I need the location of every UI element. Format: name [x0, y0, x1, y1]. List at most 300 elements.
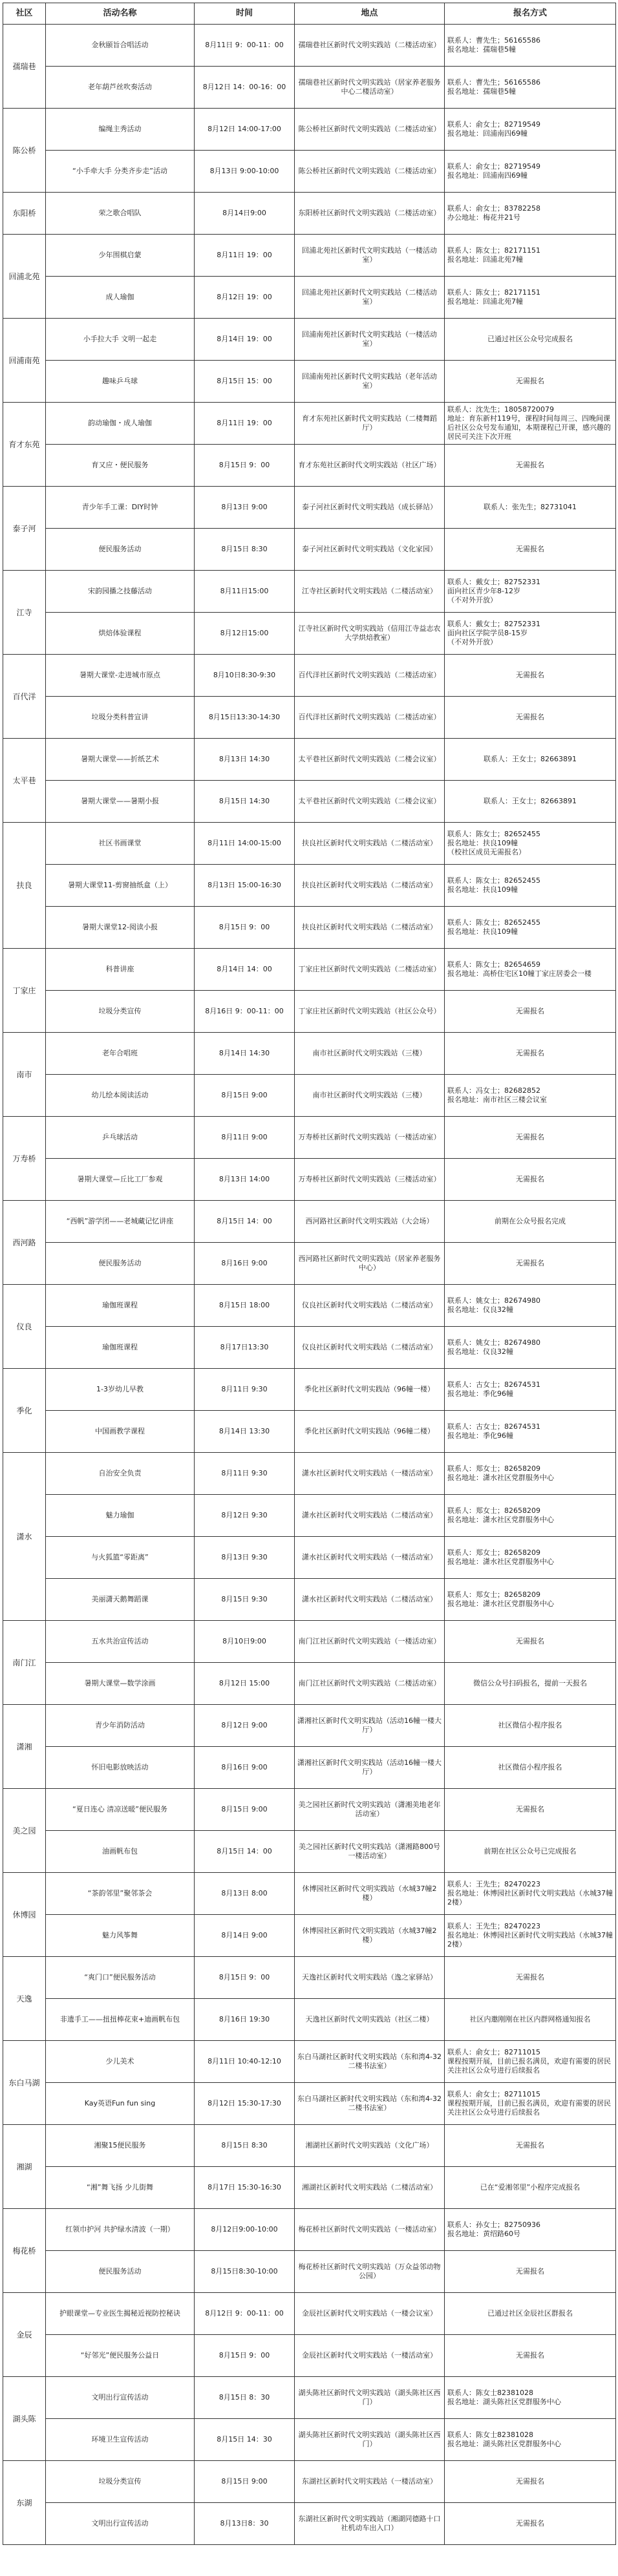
activity-cell: 暑期大课堂11-剪窗抽纸盒（上） [46, 865, 195, 907]
activity-cell: 少儿美术 [46, 2041, 195, 2083]
location-cell: 回浦南苑社区新时代文明实践站（一楼活动室） [295, 319, 445, 361]
time-cell: 8月16日 9:00 [195, 1243, 295, 1285]
location-cell: 休博园社区新时代文明实践站（水城37幢2楼） [295, 1915, 445, 1957]
signup-cell: 前期在公众号报名完成 [445, 1201, 616, 1243]
location-cell: 东湖社区新时代文明实践站（一楼活动室） [295, 2461, 445, 2503]
time-cell: 8月15日 18:00 [195, 1285, 295, 1327]
activity-table [3, 3, 616, 2545]
location-cell: 万寿桥社区新时代文明实践站（三楼活动室） [295, 1159, 445, 1201]
community-cell: 美之园 [3, 1789, 46, 1873]
table-row [3, 487, 616, 529]
table-row [3, 2419, 616, 2461]
time-cell: 8月14日 14:30 [195, 1033, 295, 1075]
time-cell: 8月11日 9：00-11：00 [195, 25, 295, 67]
activity-cell: 五水共治宣传活动 [46, 1621, 195, 1663]
time-cell: 8月16日 9：00-11：00 [195, 991, 295, 1033]
location-cell: 南市社区新时代文明实践站（三楼） [295, 1075, 445, 1117]
time-cell: 8月12日 14:00-17:00 [195, 109, 295, 151]
time-cell: 8月15日 15：00 [195, 361, 295, 403]
activity-cell: 编绳主秀活动 [46, 109, 195, 151]
table-row [3, 1243, 616, 1285]
time-cell: 8月11日 9:30 [195, 1453, 295, 1495]
time-cell: 8月11日 14:00-15:00 [195, 823, 295, 865]
activity-cell: 魅力瑜伽 [46, 1495, 195, 1537]
community-cell: 孺瑞巷 [3, 25, 46, 109]
activity-cell: 自治安全负责 [46, 1453, 195, 1495]
signup-cell: 无需报名 [445, 1159, 616, 1201]
signup-cell: 前期在社区公众号已完成报名 [445, 1831, 616, 1873]
signup-cell: 无需报名 [445, 991, 616, 1033]
time-cell: 8月13日 14:30 [195, 739, 295, 781]
time-cell: 8月17日13:30 [195, 1327, 295, 1369]
time-cell: 8月12日 14：00-16：00 [195, 67, 295, 109]
community-cell: 湘湖 [3, 2125, 46, 2209]
time-cell: 8月16日 19:30 [195, 1999, 295, 2041]
activity-cell: 垃圾分类科普宣讲 [46, 697, 195, 739]
activity-cell: 少年围棋启蒙 [46, 235, 195, 277]
location-cell: 湖头陈社区新时代文明实践站（湖头陈社区西门） [295, 2419, 445, 2461]
location-cell: 太平巷社区新时代文明实践站（二楼会议室） [295, 739, 445, 781]
time-cell: 8月13日 8:00 [195, 1873, 295, 1915]
signup-cell: 联系人：陈女士；82652455 报名地址：扶良109幢 [445, 907, 616, 949]
signup-cell: 联系人：张先生；82731041 [445, 487, 616, 529]
time-cell: 8月13日 9:00-10:00 [195, 151, 295, 193]
time-cell: 8月15日 9：00 [195, 1957, 295, 1999]
time-cell: 8月13日8：30 [195, 2503, 295, 2545]
signup-cell: 联系人：陈女士82381028 报名地址：湖头陈社区党群服务中心 [445, 2377, 616, 2419]
location-cell: 回浦南苑社区新时代文明实践站（老年活动室） [295, 361, 445, 403]
time-cell: 8月15日 14：30 [195, 2419, 295, 2461]
activity-cell: “小手牵大手 分类齐步走”活动 [46, 151, 195, 193]
activity-cell: 非遗手工——扭扭棒花束+迪画帆布包 [46, 1999, 195, 2041]
time-cell: 8月15日 9：00 [195, 2335, 295, 2377]
table-row [3, 151, 616, 193]
time-cell: 8月12日 19：00 [195, 277, 295, 319]
time-cell: 8月10日9:00 [195, 1621, 295, 1663]
activity-cell: 瑜伽班课程 [46, 1285, 195, 1327]
table-row [3, 2083, 616, 2125]
signup-cell: 社区内邀刚刚在社区内群网格通知报名 [445, 1999, 616, 2041]
location-cell: 丁家庄社区新时代文明实践站（社区公众号） [295, 991, 445, 1033]
table-row [3, 361, 616, 403]
location-cell: 金辰社区新时代文明实践站（一楼活动室） [295, 2335, 445, 2377]
location-cell: 南门江社区新时代文明实践站（二楼活动室） [295, 1663, 445, 1705]
signup-cell: 联系人：俞女士；82719549 报名地址：回浦南四69幢 [445, 151, 616, 193]
signup-cell: 无需报名 [445, 697, 616, 739]
signup-cell: 联系人：俞女士；82711015 课程按期开展，目前已报名满员，欢迎有需要的居民关注社区公众号进行后续报名 [445, 2041, 616, 2083]
table-row [3, 1117, 616, 1159]
signup-cell: 联系人：姚女士；82674980 报名地址：仪良32幢 [445, 1327, 616, 1369]
activity-cell: “湘”舞飞扬 少儿街舞 [46, 2167, 195, 2209]
time-cell: 8月15日 9：00 [195, 907, 295, 949]
time-cell: 8月11日15:00 [195, 571, 295, 613]
location-cell: 扶良社区新时代文明实践站（二楼活动室） [295, 823, 445, 865]
time-cell: 8月13日 14:00 [195, 1159, 295, 1201]
location-cell: 孺瑞巷社区新时代文明实践站（二楼活动室） [295, 25, 445, 67]
location-cell: 西河路社区新时代文明实践站（居家养老服务中心） [295, 1243, 445, 1285]
signup-cell: 联系人：陈女士；82171151 报名地址：回浦北苑7幢 [445, 277, 616, 319]
signup-cell: 联系人：古女士；82674531 报名地址：季化96幢 [445, 1369, 616, 1411]
location-cell: 湖头陈社区新时代文明实践站（湖头陈社区西门） [295, 2377, 445, 2419]
location-cell: 金辰社区新时代文明实践站（一楼会议室） [295, 2293, 445, 2335]
activity-cell: 便民服务活动 [46, 2251, 195, 2293]
time-cell: 8月15日 14：00 [195, 1831, 295, 1873]
signup-cell: 联系人：王先生；82470223 报名地址：休博园社区新时代文明实践站（水城37幢2楼） [445, 1873, 616, 1915]
table-row [3, 2209, 616, 2251]
community-cell: 百代洋 [3, 655, 46, 739]
signup-cell: 联系人：王先生；82470223 报名地址：休博园社区新时代文明实践站（水城37幢2楼） [445, 1915, 616, 1957]
signup-cell: 联系人：郑女士；82658209 报名地址：潇水社区党群服务中心 [445, 1537, 616, 1579]
community-cell: 回浦南苑 [3, 319, 46, 403]
signup-cell: 联系人：姚女士；82674980 报名地址：仪良32幢 [445, 1285, 616, 1327]
signup-cell: 联系人：陈女士82381028 报名地址：湖头陈社区党群服务中心 [445, 2419, 616, 2461]
signup-cell: 联系人：俞女士；83782258 办公地址：梅花井21号 [445, 193, 616, 235]
time-cell: 8月15日 9:00 [195, 1789, 295, 1831]
table-row [3, 1453, 616, 1495]
time-cell: 8月15日 8：30 [195, 2377, 295, 2419]
location-cell: 西河路社区新时代文明实践站（大会场） [295, 1201, 445, 1243]
signup-cell: 联系人：古女士；82674531 报名地址：季化96幢 [445, 1411, 616, 1453]
location-cell: 仪良社区新时代文明实践站（二楼活动室） [295, 1285, 445, 1327]
location-cell: 梅花桥社区新时代文明实践站（万众益邻动物公园） [295, 2251, 445, 2293]
location-cell: 江寺社区新时代文明实践站（信用江寺益志农大学烘焙教室） [295, 613, 445, 655]
time-cell: 8月14日 13:30 [195, 1411, 295, 1453]
location-cell: 百代洋社区新时代文明实践站（二楼活动室） [295, 655, 445, 697]
location-cell: 潇水社区新时代文明实践站（二楼活动室） [295, 1495, 445, 1537]
signup-cell: 联系人：郑女士；82658209 报名地址：潇水社区党群服务中心 [445, 1495, 616, 1537]
signup-cell: 联系人：孙女士；82750936 报名地址：黄绍路60号 [445, 2209, 616, 2251]
table-row [3, 67, 616, 109]
table-row [3, 697, 616, 739]
community-cell: 丁家庄 [3, 949, 46, 1033]
time-cell: 8月14日 14：00 [195, 949, 295, 991]
location-cell: 育才东苑社区新时代文明实践站（二楼舞蹈厅） [295, 403, 445, 445]
table-row [3, 1621, 616, 1663]
activity-cell: 成人瑜伽 [46, 277, 195, 319]
table-row [3, 2041, 616, 2083]
table-row [3, 277, 616, 319]
community-cell: 西河路 [3, 1201, 46, 1285]
time-cell: 8月15日 8:30 [195, 2125, 295, 2167]
table-row [3, 1495, 616, 1537]
table-row [3, 319, 616, 361]
signup-cell: 无需报名 [445, 655, 616, 697]
community-cell: 潇湘 [3, 1705, 46, 1789]
location-cell: 回浦北苑社区新时代文明实践站（二楼活动室） [295, 277, 445, 319]
activity-cell: 小手拉大手 文明一起走 [46, 319, 195, 361]
table-row [3, 571, 616, 613]
location-cell: 休博园社区新时代文明实践站（水城37幢2楼） [295, 1873, 445, 1915]
table-row [3, 1579, 616, 1621]
location-cell: 湘湖社区新时代文明实践站（二楼活动室） [295, 2167, 445, 2209]
community-cell: 扶良 [3, 823, 46, 949]
time-cell: 8月10日8:30-9:30 [195, 655, 295, 697]
signup-cell: 联系人：戴女士；82752331 面向社区学院学员8-15岁 （不对外开放） [445, 613, 616, 655]
community-cell: 金辰 [3, 2293, 46, 2377]
location-cell: 东白马湖社区新时代文明实践站（东和湾4-32二楼书法室） [295, 2041, 445, 2083]
activity-cell: 美丽潇天鹅舞蹈课 [46, 1579, 195, 1621]
activity-cell: 暑期大课堂——折纸艺术 [46, 739, 195, 781]
table-row [3, 403, 616, 445]
activity-cell: 垃圾分类宣传 [46, 2461, 195, 2503]
table-row [3, 907, 616, 949]
time-cell: 8月12日 15:00 [195, 1663, 295, 1705]
location-cell: 湘湖社区新时代文明实践站（文化广场） [295, 2125, 445, 2167]
activity-cell: 社区书画课堂 [46, 823, 195, 865]
location-cell: 泰子河社区新时代文明实践站（文化家园） [295, 529, 445, 571]
location-cell: 陈公桥社区新时代文明实践站（二楼活动室） [295, 151, 445, 193]
table-row [3, 1201, 616, 1243]
table-row [3, 2167, 616, 2209]
signup-cell: 联系人：郑女士；82658209 报名地址：潇水社区党群服务中心 [445, 1579, 616, 1621]
signup-cell: 无需报名 [445, 1117, 616, 1159]
table-row [3, 529, 616, 571]
location-cell: 南门江社区新时代文明实践站（一楼活动室） [295, 1621, 445, 1663]
table-row [3, 1705, 616, 1747]
location-cell: 太平巷社区新时代文明实践站（二楼会议室） [295, 781, 445, 823]
activity-cell: 中国画教学课程 [46, 1411, 195, 1453]
activity-cell: 护眼课堂—专业医生揭秘近视防控秘诀 [46, 2293, 195, 2335]
table-row [3, 2293, 616, 2335]
activity-cell: “西帆”游学团——老城藏记忆讲座 [46, 1201, 195, 1243]
signup-cell: 联系人：曹先生；56165586 报名地址：孺瑞巷5幢 [445, 25, 616, 67]
time-cell: 8月12日15:00 [195, 613, 295, 655]
time-cell: 8月17日 15:30-16:30 [195, 2167, 295, 2209]
time-cell: 8月12日 9：00-11：00 [195, 2293, 295, 2335]
table-row [3, 613, 616, 655]
table-row [3, 1747, 616, 1789]
activity-cell: 垃圾分类宣传 [46, 991, 195, 1033]
activity-cell: 青少年手工课：DIY时钟 [46, 487, 195, 529]
activity-cell: 与火狐篮“零距离” [46, 1537, 195, 1579]
signup-cell: 联系人：沈先生；18058720079 地址：育东新村119号，课程时间每周三、四晚间课后社区公众号发布通知，本期课程已开课，感兴趣的居民可关注下次开班 [445, 403, 616, 445]
activity-cell: 幼儿绘本阅读活动 [46, 1075, 195, 1117]
signup-cell: 已在“爱湘邻里”小程序完成报名 [445, 2167, 616, 2209]
time-cell: 8月11日 9:30 [195, 1369, 295, 1411]
location-cell: 万寿桥社区新时代文明实践站（一楼活动室） [295, 1117, 445, 1159]
header-row [3, 3, 616, 25]
time-cell: 8月15日 9:00 [195, 2461, 295, 2503]
time-cell: 8月15日 8:30 [195, 529, 295, 571]
table-row [3, 2503, 616, 2545]
time-cell: 8月14日9:00 [195, 193, 295, 235]
activity-cell: 红领巾护河 共护绿水清波（一期） [46, 2209, 195, 2251]
activity-cell: 环境卫生宣传活动 [46, 2419, 195, 2461]
activity-cell: 便民服务活动 [46, 1243, 195, 1285]
location-cell: 陈公桥社区新时代文明实践站（二楼活动室） [295, 109, 445, 151]
table-row [3, 1999, 616, 2041]
time-cell: 8月15日8:30-10:00 [195, 2251, 295, 2293]
activity-cell: 育又应・便民服务 [46, 445, 195, 487]
location-cell: 东白马湖社区新时代文明实践站（东和湾4-32二楼书法室） [295, 2083, 445, 2125]
table-row [3, 235, 616, 277]
location-cell: 潇水社区新时代文明实践站（一楼活动室） [295, 1453, 445, 1495]
table-row [3, 1033, 616, 1075]
signup-cell: 无需报名 [445, 2503, 616, 2545]
table-row [3, 445, 616, 487]
signup-cell: 联系人：俞女士；82711015 课程按期开展，目前已报名满员，欢迎有需要的居民关注社区公众号进行后续报名 [445, 2083, 616, 2125]
activity-cell: 1-3岁幼儿早教 [46, 1369, 195, 1411]
signup-cell: 无需报名 [445, 2461, 616, 2503]
community-cell: 仪良 [3, 1285, 46, 1369]
time-cell: 8月14日 19：00 [195, 319, 295, 361]
community-cell: 东白马湖 [3, 2041, 46, 2125]
community-cell: 泰子河 [3, 487, 46, 571]
activity-cell: “好邻光”便民服务公益日 [46, 2335, 195, 2377]
signup-cell: 无需报名 [445, 1621, 616, 1663]
community-cell: 太平巷 [3, 739, 46, 823]
signup-cell: 无需报名 [445, 529, 616, 571]
table-row [3, 1285, 616, 1327]
table-row [3, 2125, 616, 2167]
community-cell: 万寿桥 [3, 1117, 46, 1201]
activity-cell: 暑期大课堂—丘比工厂参观 [46, 1159, 195, 1201]
table-row [3, 781, 616, 823]
signup-cell: 联系人：俞女士；82719549 报名地址：回浦南四69幢 [445, 109, 616, 151]
time-cell: 8月12日 9:00 [195, 1705, 295, 1747]
community-cell: 天逸 [3, 1957, 46, 2041]
time-cell: 8月15日 9:00 [195, 1075, 295, 1117]
activity-cell: 趣味乒乓球 [46, 361, 195, 403]
activity-cell: “夏日连心 清凉送暖”便民服务 [46, 1789, 195, 1831]
location-cell: 泰子河社区新时代文明实践站（成长驿站） [295, 487, 445, 529]
time-cell: 8月15日 14：00 [195, 1201, 295, 1243]
time-cell: 8月13日 9:00 [195, 487, 295, 529]
table-row [3, 739, 616, 781]
signup-cell: 无需报名 [445, 1243, 616, 1285]
signup-cell: 已通过社区公众号完成报名 [445, 319, 616, 361]
time-cell: 8月11日 19：00 [195, 403, 295, 445]
activity-cell: 暑期大课堂—数学涂画 [46, 1663, 195, 1705]
time-cell: 8月13日 15:00-16:30 [195, 865, 295, 907]
location-cell: 东湖社区新时代文明实践站（湘湖同德路十口社机动车出入口） [295, 2503, 445, 2545]
location-cell: 美之园社区新时代文明实践站（潇湘路800号一楼活动室） [295, 1831, 445, 1873]
activity-cell: 怀旧电影放映活动 [46, 1747, 195, 1789]
location-cell: 季化社区新时代文明实践站（96幢一楼） [295, 1369, 445, 1411]
table-row [3, 2377, 616, 2419]
location-cell: 潇水社区新时代文明实践站（一楼活动室） [295, 1537, 445, 1579]
table-row [3, 1873, 616, 1915]
time-cell: 8月16日 9:00 [195, 1747, 295, 1789]
table-row [3, 109, 616, 151]
signup-cell: 联系人：陈女士；82171151 报名地址：回浦北苑7幢 [445, 235, 616, 277]
time-cell: 8月12日 9:30 [195, 1495, 295, 1537]
location-cell: 扶良社区新时代文明实践站（二楼活动室） [295, 865, 445, 907]
location-cell: 东阳桥社区新时代文明实践站（二楼活动室） [295, 193, 445, 235]
location-cell: 季化社区新时代文明实践站（96幢二楼） [295, 1411, 445, 1453]
header-time: 时间 [195, 3, 295, 25]
location-cell: 育才东苑社区新时代文明实践站（社区广场） [295, 445, 445, 487]
signup-cell: 无需报名 [445, 1033, 616, 1075]
signup-cell: 联系人：陈女士；82652455 报名地址：扶良109幢 [445, 865, 616, 907]
activity-cell: Kay英语Fun fun sing [46, 2083, 195, 2125]
location-cell: 孺瑞巷社区新时代文明实践站（居家养老服务中心二楼活动室） [295, 67, 445, 109]
table-row [3, 823, 616, 865]
signup-cell: 无需报名 [445, 2335, 616, 2377]
community-cell: 东阳桥 [3, 193, 46, 235]
signup-cell: 社区微信小程序报名 [445, 1705, 616, 1747]
table-row [3, 2335, 616, 2377]
table-row [3, 1159, 616, 1201]
signup-cell: 无需报名 [445, 1789, 616, 1831]
activity-cell: 老年葫芦丝吹奏活动 [46, 67, 195, 109]
table-row [3, 1915, 616, 1957]
community-cell: 南市 [3, 1033, 46, 1117]
location-cell: 丁家庄社区新时代文明实践站（二楼活动室） [295, 949, 445, 991]
time-cell: 8月11日 19：00 [195, 235, 295, 277]
location-cell: 百代洋社区新时代文明实践站（二楼活动室） [295, 697, 445, 739]
activity-cell: “爽门口”便民服务活动 [46, 1957, 195, 1999]
signup-cell: 联系人：陈女士；82654659 报名地址：高桥住宅区10幢丁家庄居委会一楼 [445, 949, 616, 991]
table-row [3, 1327, 616, 1369]
signup-cell: 联系人：王女士；82663891 [445, 781, 616, 823]
location-cell: 南市社区新时代文明实践站（三楼） [295, 1033, 445, 1075]
signup-cell: 已通过社区金辰社区群报名 [445, 2293, 616, 2335]
location-cell: 回浦北苑社区新时代文明实践站（一楼活动室） [295, 235, 445, 277]
location-cell: 潇湘社区新时代文明实践站（活动16幢一楼大厅） [295, 1705, 445, 1747]
community-cell: 季化 [3, 1369, 46, 1453]
location-cell: 江寺社区新时代文明实践站（二楼活动室） [295, 571, 445, 613]
time-cell: 8月14日 9:00 [195, 1915, 295, 1957]
table-row [3, 949, 616, 991]
location-cell: 仪良社区新时代文明实践站（二楼活动室） [295, 1327, 445, 1369]
signup-cell: 联系人：陈女士；82652455 报名地址：扶良109幢 （校社区成员无需报名） [445, 823, 616, 865]
table-row [3, 1789, 616, 1831]
signup-cell: 联系人：戴女士；82752331 面向社区青少年8-12岁 （不对外开放） [445, 571, 616, 613]
signup-cell: 无需报名 [445, 2251, 616, 2293]
table-body [3, 25, 616, 2545]
header-community: 社区 [3, 3, 46, 25]
activity-cell: 韵动瑜伽・成人瑜伽 [46, 403, 195, 445]
activity-cell: 宋韵园播之技藤活动 [46, 571, 195, 613]
table-row [3, 991, 616, 1033]
activity-cell: 油画帆布包 [46, 1831, 195, 1873]
activity-cell: 科普讲座 [46, 949, 195, 991]
activity-cell: 湘聚15便民服务 [46, 2125, 195, 2167]
activity-cell: 金秋颐旨合唱活动 [46, 25, 195, 67]
community-cell: 育才东苑 [3, 403, 46, 487]
location-cell: 天逸社区新时代文明实践站（逸之家驿站） [295, 1957, 445, 1999]
time-cell: 8月12日 15:30-17:30 [195, 2083, 295, 2125]
activity-cell: 老年合唱班 [46, 1033, 195, 1075]
table-row [3, 2251, 616, 2293]
community-cell: 陈公桥 [3, 109, 46, 193]
location-cell: 梅花桥社区新时代文明实践站（一楼活动室） [295, 2209, 445, 2251]
community-cell: 湖头陈 [3, 2377, 46, 2461]
activity-cell: 暑期大课堂-走进城市原点 [46, 655, 195, 697]
signup-cell: 联系人：郑女士；82658209 报名地址：潇水社区党群服务中心 [445, 1453, 616, 1495]
time-cell: 8月11日 9:00 [195, 1117, 295, 1159]
activity-cell: 青少年消防活动 [46, 1705, 195, 1747]
table-row [3, 193, 616, 235]
signup-cell: 联系人：曹先生；56165586 报名地址：孺瑞巷5幢 [445, 67, 616, 109]
time-cell: 8月15日13:30-14:30 [195, 697, 295, 739]
activity-cell: 荣之歌合唱队 [46, 193, 195, 235]
signup-cell: 联系人：冯女士；82682852 报名地址：南市社区三楼会议室 [445, 1075, 616, 1117]
signup-cell: 联系人：王女士；82663891 [445, 739, 616, 781]
signup-cell: 无需报名 [445, 361, 616, 403]
community-cell: 梅花桥 [3, 2209, 46, 2293]
table-row [3, 1831, 616, 1873]
community-cell: 休博园 [3, 1873, 46, 1957]
activity-cell: 烘焙体验课程 [46, 613, 195, 655]
location-cell: 天逸社区新时代文明实践站（社区二楼） [295, 1999, 445, 2041]
table-row [3, 1369, 616, 1411]
signup-cell: 无需报名 [445, 2125, 616, 2167]
table-row [3, 865, 616, 907]
location-cell: 扶良社区新时代文明实践站（二楼活动室） [295, 907, 445, 949]
community-cell: 回浦北苑 [3, 235, 46, 319]
